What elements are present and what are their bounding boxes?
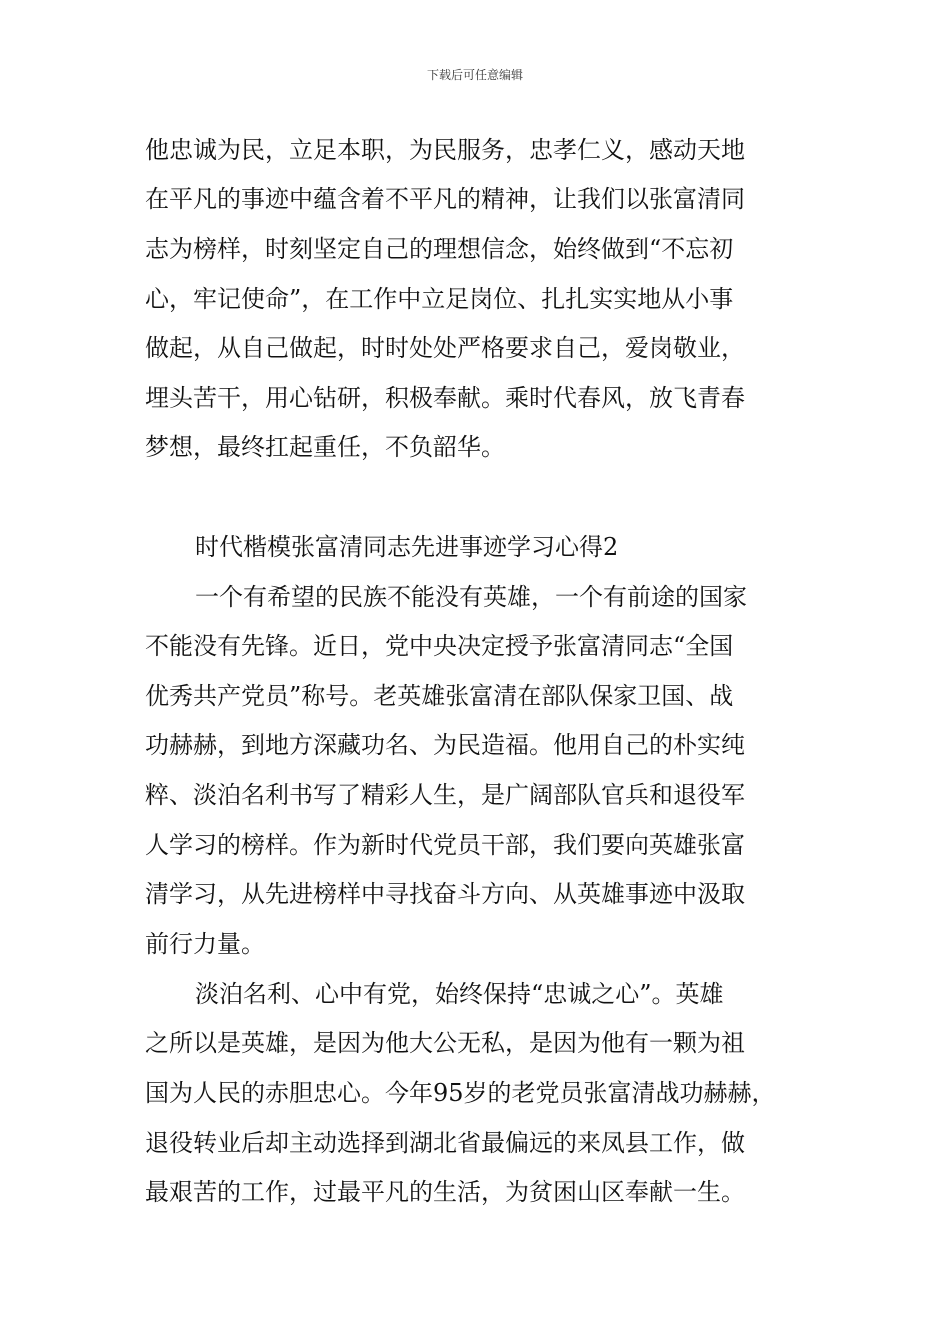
body-line: 清学习，从先进榜样中寻找奋斗方向、从英雄事迹中汲取 (145, 880, 745, 908)
body-line: 志为榜样，时刻坚定自己的理想信念，始终做到“不忘初 (145, 235, 734, 263)
body-line: 前行力量。 (145, 930, 265, 958)
body-line: 淡泊名利、心中有党，始终保持“忠诚之心”。英雄 (195, 980, 724, 1008)
body-line: 人学习的榜样。作为新时代党员干部，我们要向英雄张富 (145, 831, 745, 859)
body-line: 国为人民的赤胆忠心。今年95岁的老党员张富清战功赫赫， (145, 1079, 776, 1107)
body-line: 优秀共产党员”称号。老英雄张富清在部队保家卫国、战 (145, 682, 734, 710)
body-line: 粹、淡泊名利书写了精彩人生，是广阔部队官兵和退役军 (145, 781, 745, 809)
body-line: 一个有希望的民族不能没有英雄，一个有前途的国家 (195, 583, 747, 611)
section-title: 时代楷模张富清同志先进事迹学习心得2 (195, 533, 619, 561)
body-line: 在平凡的事迹中蕴含着不平凡的精神，让我们以张富清同 (145, 185, 745, 213)
body-line: 退役转业后却主动选择到湖北省最偏远的来凤县工作，做 (145, 1129, 745, 1157)
body-line: 梦想，最终扛起重任，不负韶华。 (145, 433, 505, 461)
body-line: 不能没有先锋。近日，党中央决定授予张富清同志“全国 (145, 632, 734, 660)
body-line: 他忠诚为民，立足本职，为民服务，忠孝仁义，感动天地 (145, 136, 745, 164)
body-line: 最艰苦的工作，过最平凡的生活，为贫困山区奉献一生。 (145, 1178, 745, 1206)
body-line: 之所以是英雄，是因为他大公无私，是因为他有一颗为祖 (145, 1029, 745, 1057)
page-header: 下载后可任意编辑 (426, 68, 523, 82)
body-line: 埋头苦干，用心钻研，积极奉献。乘时代春风，放飞青春 (145, 384, 745, 412)
body-line: 功赫赫，到地方深藏功名、为民造福。他用自己的朴实纯 (145, 731, 745, 759)
body-line: 做起，从自己做起，时时处处严格要求自己，爱岗敬业， (145, 334, 745, 362)
body-line: 心，牢记使命”，在工作中立足岗位、扎扎实实地从小事 (145, 285, 734, 313)
